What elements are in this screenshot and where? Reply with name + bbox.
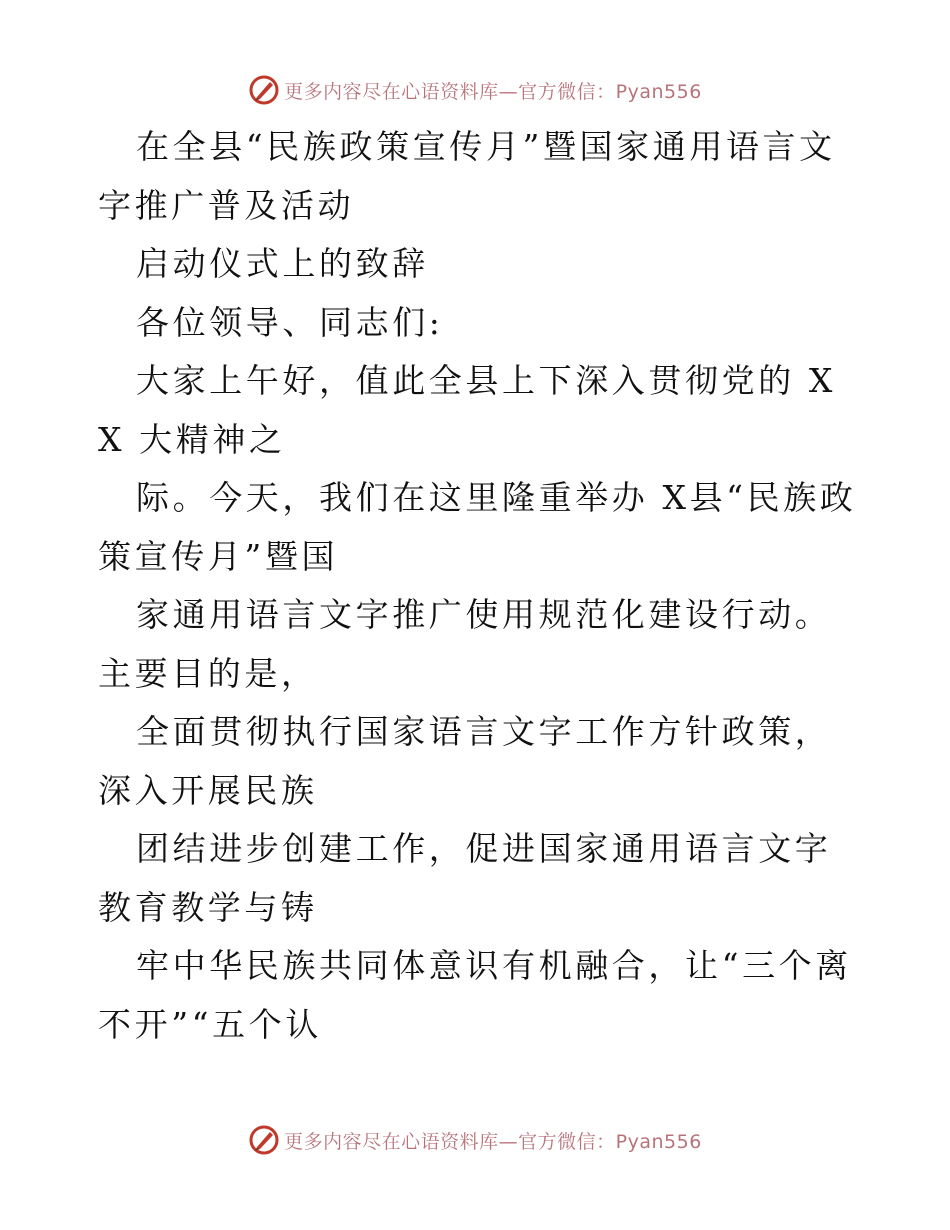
document-title-line: 在全县“民族政策宣传月”暨国家通用语言文字推广普及活动 [98,127,836,225]
document-subtitle-line: 启动仪式上的致辞 [136,244,429,283]
header-banner [0,70,950,110]
body-paragraph: 全面贯彻执行国家语言文字工作方针政策，深入开展民族 [98,712,832,810]
body-paragraph: 团结进步创建工作，促进国家通用语言文字教育教学与铸 [98,829,832,927]
footer-banner [0,1120,950,1160]
document-body [98,118,858,1054]
body-paragraph: 牢中华民族共同体意识有机融合，让“三个离不开”“五个认 [98,946,852,1044]
body-paragraph: 际。今天，我们在这里隆重举办 X县“民族政策宣传月”暨国 [98,478,857,576]
quill-logo-icon [248,74,280,106]
quill-logo-icon [248,1124,280,1156]
body-paragraph: 家通用语言文字推广使用规范化建设行动。主要目的是， [98,595,832,693]
salutation-line: 各位领导、同志们: [136,302,444,342]
banner-text: 更多内容尽在心语资料库—官方微信：Pyan556 [284,80,702,103]
banner-text: 更多内容尽在心语资料库—官方微信：Pyan556 [284,1130,702,1153]
body-paragraph: 大家上午好，值此全县上下深入贯彻党的 XX 大精神之 [98,361,836,459]
